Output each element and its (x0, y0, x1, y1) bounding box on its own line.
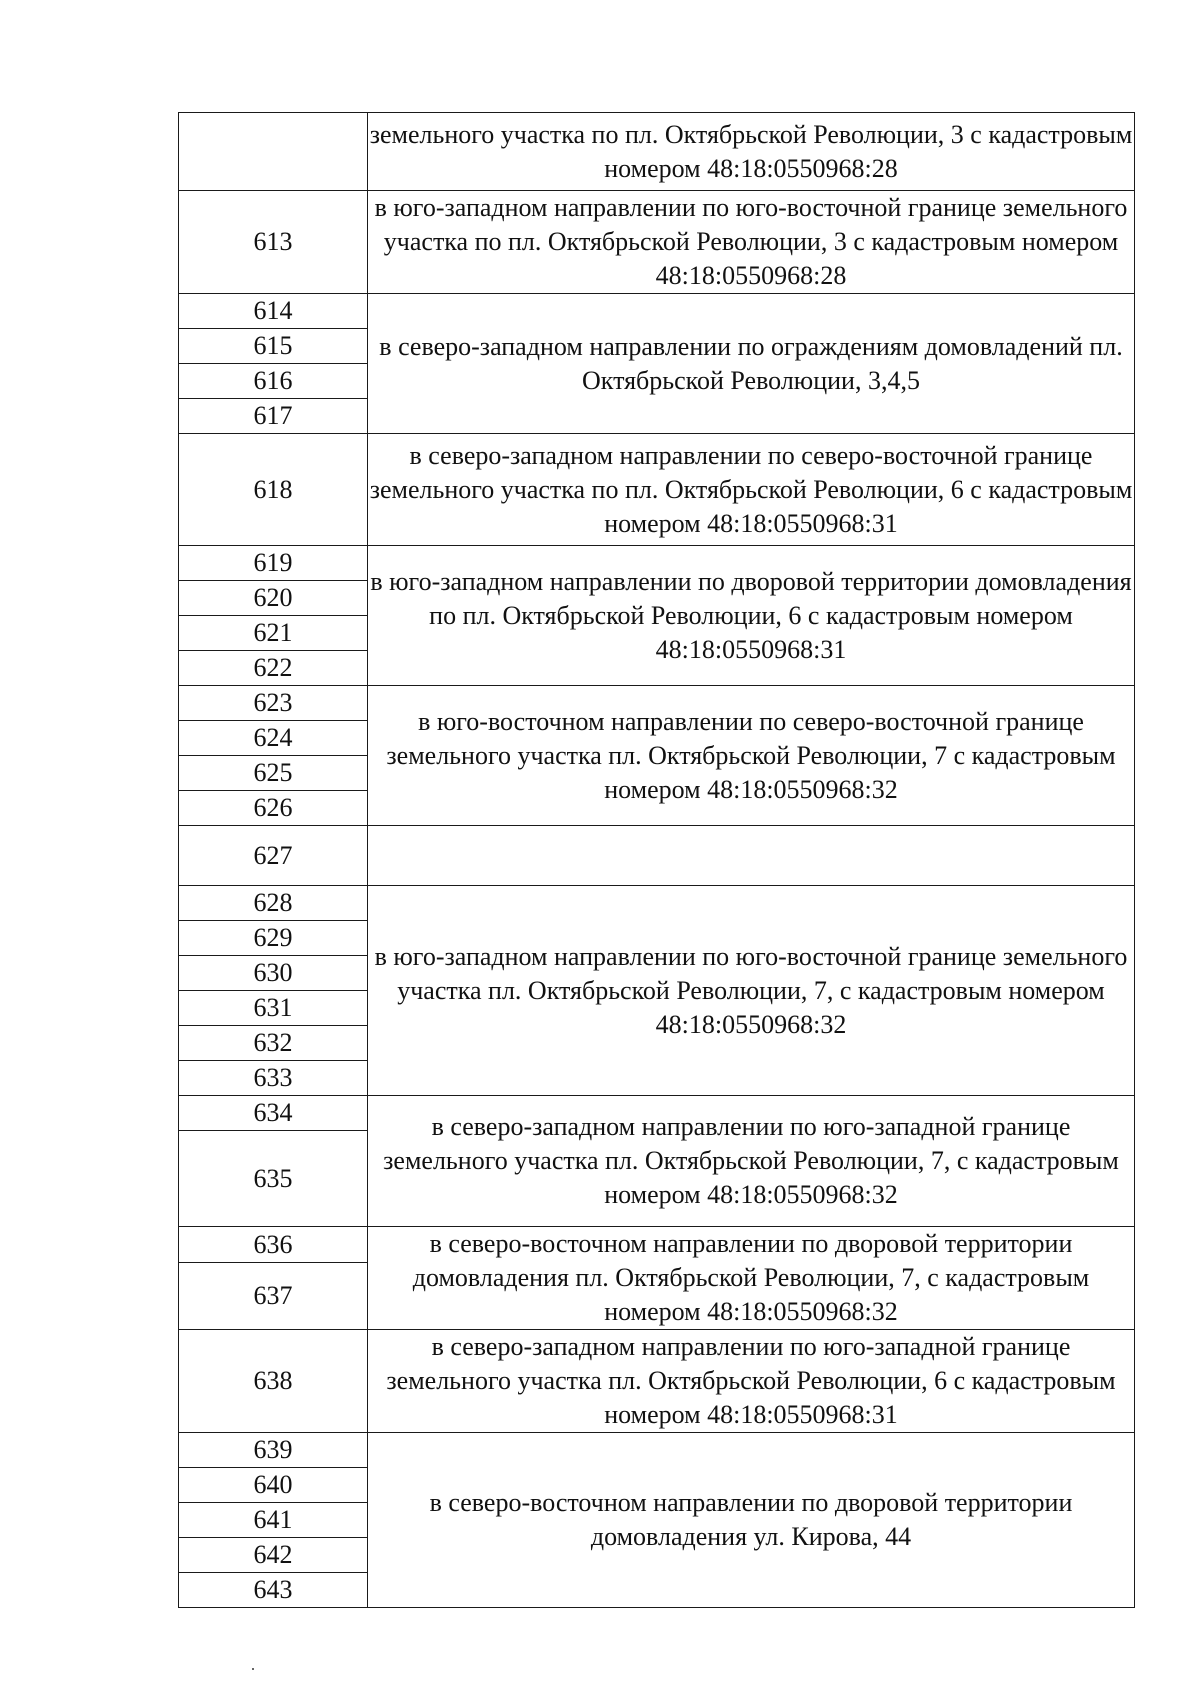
point-number-cell: 632 (179, 1026, 368, 1061)
direction-text: в северо-западном направлении по юго-западной границе земельного участка пл. Октябрьской Революции, 6 с кадастровым номером 48:18:0550968:31 (386, 1332, 1116, 1429)
point-number-cell: 621 (179, 616, 368, 651)
point-number-cell: 620 (179, 581, 368, 616)
direction-text: в юго-восточном направлении по северо-восточной границе земельного участка пл. Октябрьской Революции, 7 с кадастровым номером 48:18:0550968:32 (386, 706, 1116, 804)
point-number-cell: 636 (179, 1227, 368, 1263)
point-number-cell: 640 (179, 1468, 368, 1503)
table-row (179, 113, 1135, 191)
table-row (179, 886, 1135, 921)
point-number-cell: 627 (179, 826, 368, 886)
table-row (179, 546, 1135, 581)
direction-text: в северо-западном направлении по ограждениям домовладений пл. Октябрьской Революции, 3,4,5 (379, 331, 1123, 395)
direction-text: в северо-западном направлении по северо-восточной границе земельного участка по пл. Октябрьской Революции, 6 с кадастровым номером 48:18:0550968:31 (369, 440, 1133, 538)
direction-text: земельного участка по пл. Октябрьской Революции, 3 с кадастровым номером 48:18:0550968:28 (369, 119, 1133, 183)
point-number-cell: 635 (179, 1131, 368, 1227)
direction-text: в юго-западном направлении по дворовой территории домовладения по пл. Октябрьской Революции, 6 с кадастровым номером 48:18:0550968:31 (370, 566, 1132, 664)
table-row (179, 1330, 1135, 1433)
point-number-cell: 624 (179, 721, 368, 756)
point-number-cell: 622 (179, 651, 368, 686)
direction-description-cell (368, 1433, 1135, 1608)
table-row (179, 1227, 1135, 1263)
table-row (179, 1096, 1135, 1131)
point-number-cell: 638 (179, 1330, 368, 1433)
direction-description-cell (368, 886, 1135, 1096)
point-number-cell: 613 (179, 191, 368, 294)
point-number-cell: 617 (179, 399, 368, 434)
direction-text: в северо-западном направлении по юго-западной границе земельного участка пл. Октябрьской Революции, 7, с кадастровым номером 48:18:0550968:32 (383, 1112, 1119, 1209)
direction-text: в северо-восточном направлении по дворовой территории домовладения пл. Октябрьской Революции, 7, с кадастровым номером 48:18:0550968:32 (412, 1229, 1090, 1326)
table-row (179, 191, 1135, 294)
point-number-cell: 634 (179, 1096, 368, 1131)
direction-description-cell (368, 294, 1135, 434)
direction-description-cell (368, 434, 1135, 546)
point-number-cell: 628 (179, 886, 368, 921)
table-row (179, 826, 1135, 886)
point-number-cell: 616 (179, 364, 368, 399)
point-number-cell: 631 (179, 991, 368, 1026)
table-row (179, 1433, 1135, 1468)
point-number-cell: 615 (179, 329, 368, 364)
point-number-cell: 626 (179, 791, 368, 826)
point-number-cell: 630 (179, 956, 368, 991)
direction-text: в северо-восточном направлении по дворовой территории домовладения ул. Кирова, 44 (429, 1488, 1073, 1551)
direction-description-cell (368, 1227, 1135, 1330)
direction-description-cell (368, 191, 1135, 294)
boundary-points-table (178, 112, 1135, 1608)
scan-speck (252, 1668, 254, 1670)
point-number-cell: 641 (179, 1503, 368, 1538)
point-number-cell: 639 (179, 1433, 368, 1468)
point-number-cell: 625 (179, 756, 368, 791)
point-number-cell: 629 (179, 921, 368, 956)
point-number-cell: 614 (179, 294, 368, 329)
point-number-cell: 619 (179, 546, 368, 581)
table-row (179, 294, 1135, 329)
direction-description-cell (368, 113, 1135, 191)
point-number-cell: 623 (179, 686, 368, 721)
direction-description-cell (368, 1096, 1135, 1227)
table-row (179, 686, 1135, 721)
direction-description-cell (368, 686, 1135, 826)
point-number-cell: 633 (179, 1061, 368, 1096)
table-row (179, 434, 1135, 546)
direction-text: в юго-западном направлении по юго-восточной границе земельного участка пл. Октябрьской Революции, 7, с кадастровым номером 48:18:0550968:32 (374, 941, 1128, 1039)
direction-description-cell (368, 826, 1135, 886)
direction-text: в юго-западном направлении по юго-восточной границе земельного участка по пл. Октябрьской Революции, 3 с кадастровым номером 48:18:0550968:28 (374, 193, 1128, 290)
point-number-cell: 643 (179, 1573, 368, 1608)
point-number-cell: 637 (179, 1263, 368, 1330)
point-number-cell (179, 113, 368, 191)
point-number-cell: 642 (179, 1538, 368, 1573)
point-number-cell: 618 (179, 434, 368, 546)
direction-description-cell (368, 1330, 1135, 1433)
direction-description-cell (368, 546, 1135, 686)
